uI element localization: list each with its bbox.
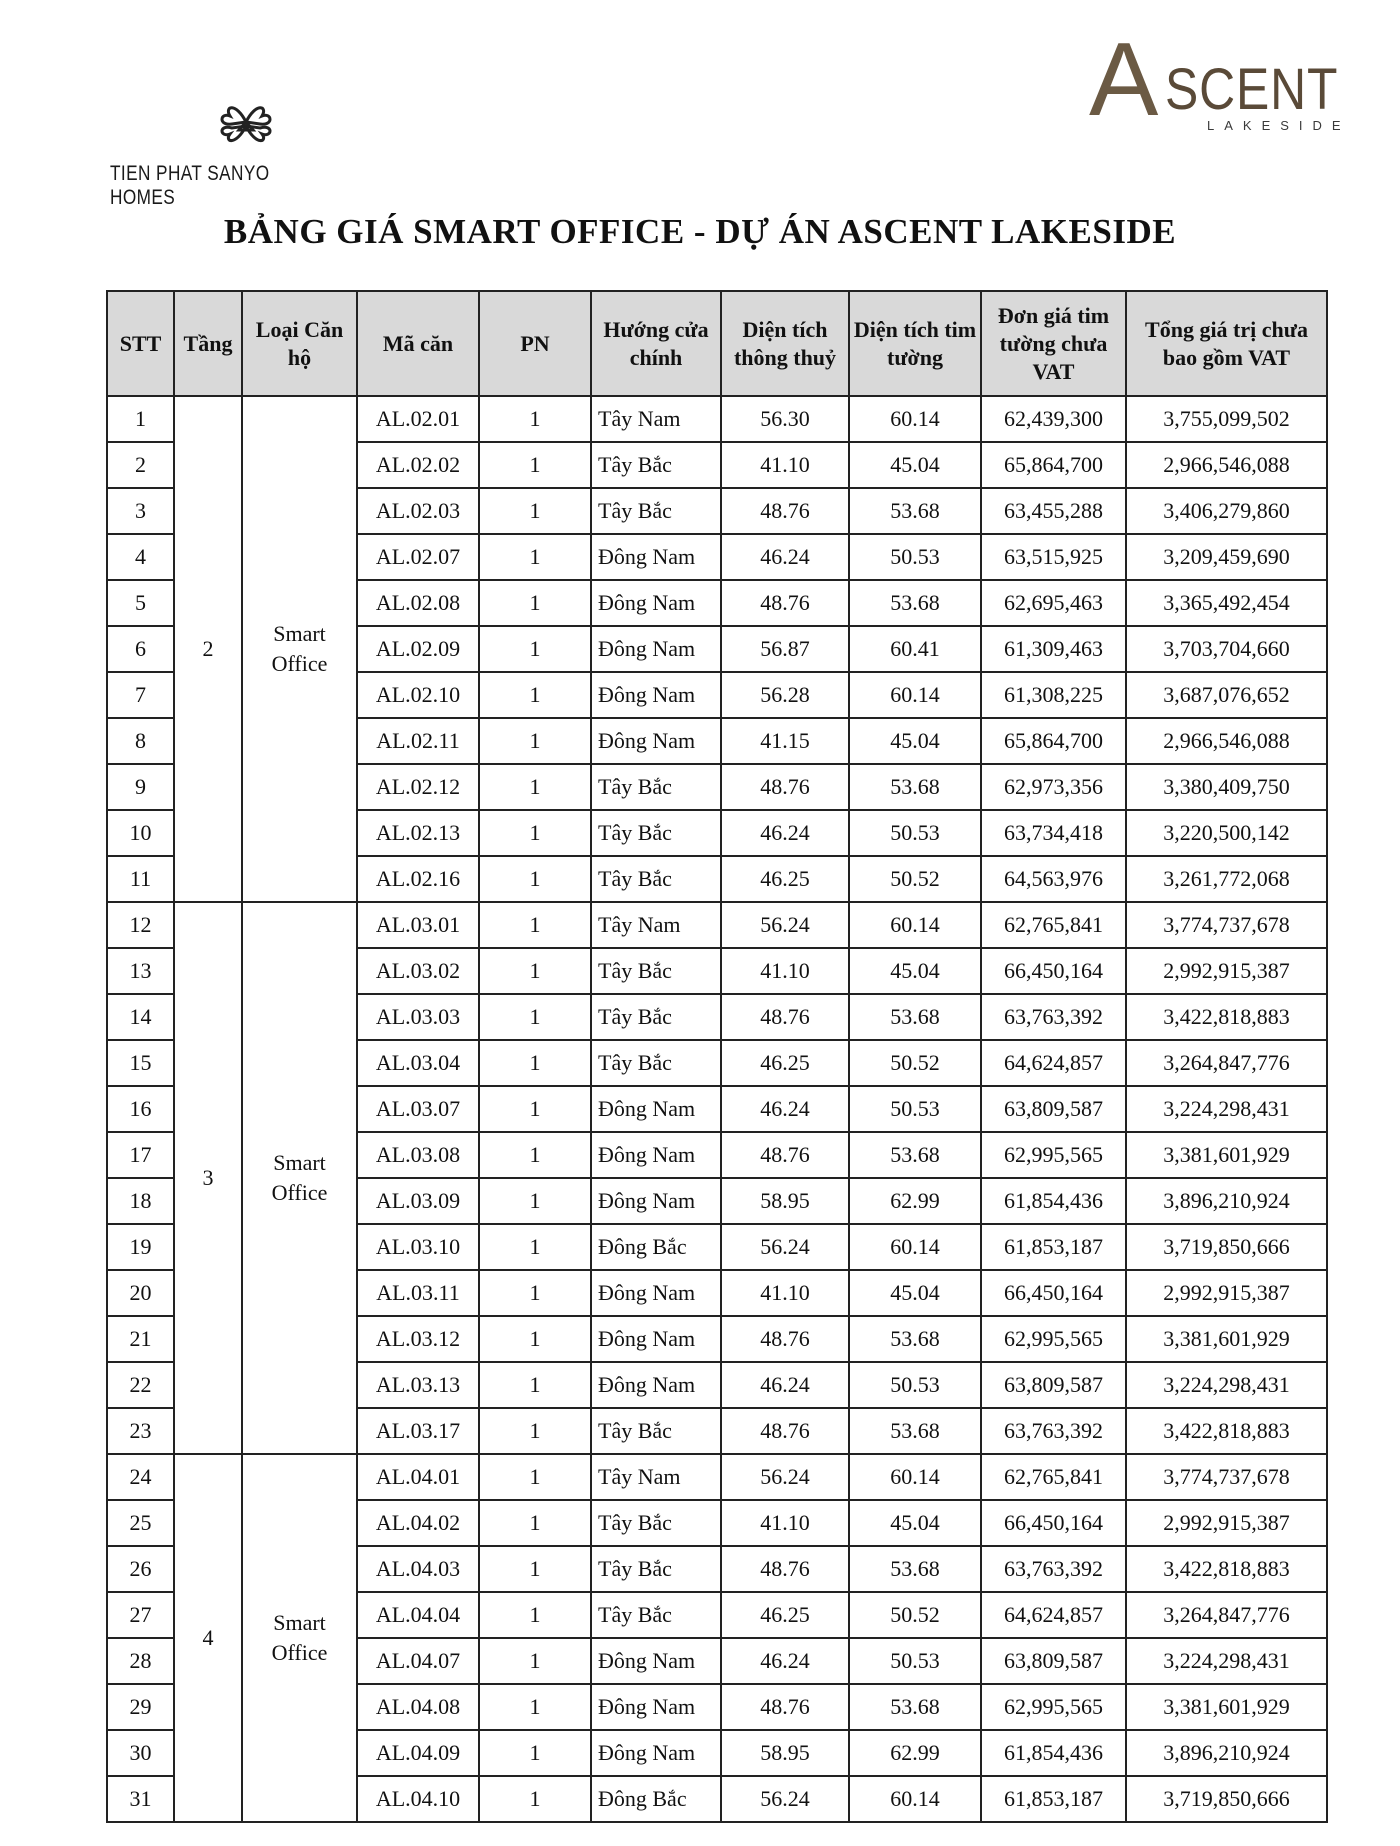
cell-stt: 24: [107, 1454, 174, 1500]
clover-logo-icon: [206, 92, 286, 158]
cell-gross-area: 45.04: [849, 1270, 981, 1316]
cell-stt: 1: [107, 396, 174, 442]
cell-gross-area: 60.14: [849, 672, 981, 718]
cell-bedrooms: 1: [479, 810, 591, 856]
cell-direction: Đông Bắc: [591, 1776, 721, 1822]
cell-direction: Đông Nam: [591, 1132, 721, 1178]
cell-direction: Tây Bắc: [591, 1592, 721, 1638]
cell-unit-code: AL.02.11: [357, 718, 479, 764]
cell-net-area: 41.10: [721, 948, 849, 994]
cell-net-area: 56.24: [721, 1224, 849, 1270]
cell-direction: Đông Nam: [591, 1086, 721, 1132]
cell-bedrooms: 1: [479, 672, 591, 718]
cell-bedrooms: 1: [479, 1362, 591, 1408]
cell-total-price: 2,992,915,387: [1126, 1500, 1327, 1546]
cell-unit-price: 63,515,925: [981, 534, 1126, 580]
cell-stt: 26: [107, 1546, 174, 1592]
cell-net-area: 41.10: [721, 1270, 849, 1316]
cell-net-area: 48.76: [721, 1684, 849, 1730]
cell-total-price: 3,380,409,750: [1126, 764, 1327, 810]
cell-stt: 7: [107, 672, 174, 718]
cell-total-price: 3,406,279,860: [1126, 488, 1327, 534]
cell-gross-area: 45.04: [849, 442, 981, 488]
cell-stt: 6: [107, 626, 174, 672]
cell-unit-price: 62,439,300: [981, 396, 1126, 442]
cell-bedrooms: 1: [479, 1132, 591, 1178]
cell-stt: 27: [107, 1592, 174, 1638]
column-header: Đơn giá tim tường chưa VAT: [981, 291, 1126, 396]
cell-unit-code: AL.04.01: [357, 1454, 479, 1500]
cell-direction: Tây Bắc: [591, 442, 721, 488]
cell-unit-price: 64,563,976: [981, 856, 1126, 902]
cell-gross-area: 45.04: [849, 718, 981, 764]
cell-direction: Tây Bắc: [591, 948, 721, 994]
cell-net-area: 58.95: [721, 1730, 849, 1776]
cell-gross-area: 50.52: [849, 1592, 981, 1638]
cell-gross-area: 45.04: [849, 948, 981, 994]
price-table: [106, 290, 1328, 1823]
cell-total-price: 2,992,915,387: [1126, 948, 1327, 994]
column-header: STT: [107, 291, 174, 396]
cell-stt: 25: [107, 1500, 174, 1546]
cell-total-price: 3,422,818,883: [1126, 1546, 1327, 1592]
cell-gross-area: 60.14: [849, 1224, 981, 1270]
cell-direction: Tây Bắc: [591, 488, 721, 534]
cell-total-price: 3,209,459,690: [1126, 534, 1327, 580]
cell-unit-code: AL.04.08: [357, 1684, 479, 1730]
cell-stt: 12: [107, 902, 174, 948]
cell-direction: Đông Nam: [591, 1316, 721, 1362]
cell-net-area: 48.76: [721, 1316, 849, 1362]
cell-unit-code: AL.03.07: [357, 1086, 479, 1132]
cell-direction: Đông Nam: [591, 1270, 721, 1316]
cell-unit-code: AL.02.03: [357, 488, 479, 534]
table-row: [107, 396, 1327, 442]
cell-bedrooms: 1: [479, 1730, 591, 1776]
ascent-logo-subtitle: LAKESIDE: [1207, 118, 1351, 133]
cell-direction: Tây Bắc: [591, 764, 721, 810]
cell-direction: Đông Bắc: [591, 1224, 721, 1270]
cell-bedrooms: 1: [479, 534, 591, 580]
cell-unit-price: 64,624,857: [981, 1592, 1126, 1638]
cell-net-area: 46.24: [721, 810, 849, 856]
cell-total-price: 3,755,099,502: [1126, 396, 1327, 442]
cell-stt: 13: [107, 948, 174, 994]
cell-bedrooms: 1: [479, 1776, 591, 1822]
cell-total-price: 3,224,298,431: [1126, 1362, 1327, 1408]
column-header: Hướng cửa chính: [591, 291, 721, 396]
cell-bedrooms: 1: [479, 1316, 591, 1362]
cell-unit-price: 63,455,288: [981, 488, 1126, 534]
cell-gross-area: 45.04: [849, 1500, 981, 1546]
cell-gross-area: 53.68: [849, 764, 981, 810]
cell-stt: 2: [107, 442, 174, 488]
cell-unit-price: 61,309,463: [981, 626, 1126, 672]
cell-net-area: 41.15: [721, 718, 849, 764]
cell-bedrooms: 1: [479, 1592, 591, 1638]
column-header: Tầng: [174, 291, 242, 396]
cell-total-price: 3,224,298,431: [1126, 1638, 1327, 1684]
cell-stt: 16: [107, 1086, 174, 1132]
cell-unit-price: 61,854,436: [981, 1178, 1126, 1224]
cell-gross-area: 50.53: [849, 810, 981, 856]
cell-net-area: 48.76: [721, 488, 849, 534]
cell-bedrooms: 1: [479, 1408, 591, 1454]
cell-unit-price: 61,308,225: [981, 672, 1126, 718]
cell-net-area: 56.24: [721, 902, 849, 948]
cell-unit-price: 66,450,164: [981, 1270, 1126, 1316]
cell-floor: 4: [174, 1454, 242, 1822]
cell-bedrooms: 1: [479, 1454, 591, 1500]
cell-direction: Đông Nam: [591, 626, 721, 672]
cell-total-price: 3,774,737,678: [1126, 902, 1327, 948]
cell-bedrooms: 1: [479, 626, 591, 672]
cell-unit-code: AL.02.07: [357, 534, 479, 580]
cell-gross-area: 53.68: [849, 1132, 981, 1178]
cell-stt: 29: [107, 1684, 174, 1730]
cell-gross-area: 53.68: [849, 1316, 981, 1362]
cell-unit-type: Smart Office: [242, 1454, 357, 1822]
cell-net-area: 48.76: [721, 1546, 849, 1592]
cell-stt: 19: [107, 1224, 174, 1270]
cell-stt: 17: [107, 1132, 174, 1178]
cell-unit-code: AL.02.09: [357, 626, 479, 672]
cell-net-area: 56.24: [721, 1454, 849, 1500]
cell-bedrooms: 1: [479, 442, 591, 488]
tien-phat-brand-text: TIEN PHAT SANYO HOMES: [110, 162, 270, 209]
cell-gross-area: 53.68: [849, 1684, 981, 1730]
cell-floor: 2: [174, 396, 242, 902]
cell-bedrooms: 1: [479, 1040, 591, 1086]
column-header: Loại Căn hộ: [242, 291, 357, 396]
cell-unit-code: AL.04.10: [357, 1776, 479, 1822]
cell-gross-area: 50.52: [849, 1040, 981, 1086]
cell-unit-code: AL.02.16: [357, 856, 479, 902]
cell-bedrooms: 1: [479, 1178, 591, 1224]
table-row: [107, 1454, 1327, 1500]
cell-stt: 15: [107, 1040, 174, 1086]
cell-total-price: 2,992,915,387: [1126, 1270, 1327, 1316]
cell-unit-price: 62,973,356: [981, 764, 1126, 810]
cell-unit-code: AL.03.03: [357, 994, 479, 1040]
cell-unit-price: 63,763,392: [981, 1546, 1126, 1592]
cell-unit-code: AL.04.09: [357, 1730, 479, 1776]
cell-total-price: 3,264,847,776: [1126, 1592, 1327, 1638]
cell-total-price: 3,422,818,883: [1126, 1408, 1327, 1454]
cell-unit-code: AL.03.13: [357, 1362, 479, 1408]
cell-bedrooms: 1: [479, 1224, 591, 1270]
table-header-row: [107, 291, 1327, 396]
cell-unit-price: 64,624,857: [981, 1040, 1126, 1086]
cell-net-area: 46.24: [721, 1362, 849, 1408]
column-header: Mã căn: [357, 291, 479, 396]
cell-unit-code: AL.04.07: [357, 1638, 479, 1684]
cell-gross-area: 62.99: [849, 1730, 981, 1776]
cell-net-area: 48.76: [721, 1408, 849, 1454]
cell-total-price: 3,422,818,883: [1126, 994, 1327, 1040]
cell-unit-price: 63,763,392: [981, 1408, 1126, 1454]
cell-direction: Tây Bắc: [591, 1546, 721, 1592]
cell-stt: 31: [107, 1776, 174, 1822]
cell-stt: 20: [107, 1270, 174, 1316]
cell-bedrooms: 1: [479, 1684, 591, 1730]
column-header: PN: [479, 291, 591, 396]
cell-direction: Đông Nam: [591, 672, 721, 718]
cell-direction: Đông Nam: [591, 718, 721, 764]
cell-gross-area: 50.53: [849, 1362, 981, 1408]
cell-unit-price: 63,734,418: [981, 810, 1126, 856]
column-header: Diện tích thông thuỷ: [721, 291, 849, 396]
cell-gross-area: 53.68: [849, 1408, 981, 1454]
page-title: BẢNG GIÁ SMART OFFICE - DỰ ÁN ASCENT LAKESIDE: [223, 212, 1177, 251]
cell-unit-code: AL.03.01: [357, 902, 479, 948]
cell-bedrooms: 1: [479, 1638, 591, 1684]
cell-bedrooms: 1: [479, 1270, 591, 1316]
cell-net-area: 46.25: [721, 1592, 849, 1638]
cell-net-area: 46.25: [721, 856, 849, 902]
cell-total-price: 3,261,772,068: [1126, 856, 1327, 902]
cell-gross-area: 50.53: [849, 534, 981, 580]
cell-unit-price: 62,995,565: [981, 1684, 1126, 1730]
cell-gross-area: 50.53: [849, 1638, 981, 1684]
cell-bedrooms: 1: [479, 488, 591, 534]
cell-total-price: 3,687,076,652: [1126, 672, 1327, 718]
cell-unit-code: AL.03.10: [357, 1224, 479, 1270]
cell-total-price: 3,896,210,924: [1126, 1178, 1327, 1224]
cell-unit-price: 61,853,187: [981, 1224, 1126, 1270]
cell-total-price: 2,966,546,088: [1126, 718, 1327, 764]
cell-unit-code: AL.02.08: [357, 580, 479, 626]
cell-stt: 5: [107, 580, 174, 626]
cell-gross-area: 53.68: [849, 580, 981, 626]
cell-unit-code: AL.04.04: [357, 1592, 479, 1638]
cell-net-area: 48.76: [721, 764, 849, 810]
cell-stt: 14: [107, 994, 174, 1040]
cell-direction: Đông Nam: [591, 1730, 721, 1776]
cell-stt: 23: [107, 1408, 174, 1454]
cell-unit-code: AL.03.02: [357, 948, 479, 994]
cell-unit-code: AL.02.01: [357, 396, 479, 442]
cell-unit-code: AL.04.03: [357, 1546, 479, 1592]
cell-unit-code: AL.02.02: [357, 442, 479, 488]
cell-total-price: 3,220,500,142: [1126, 810, 1327, 856]
cell-net-area: 46.24: [721, 534, 849, 580]
cell-stt: 21: [107, 1316, 174, 1362]
cell-stt: 22: [107, 1362, 174, 1408]
cell-bedrooms: 1: [479, 902, 591, 948]
cell-total-price: 3,381,601,929: [1126, 1316, 1327, 1362]
cell-unit-code: AL.03.04: [357, 1040, 479, 1086]
cell-total-price: 3,896,210,924: [1126, 1730, 1327, 1776]
cell-stt: 11: [107, 856, 174, 902]
cell-gross-area: 50.53: [849, 1086, 981, 1132]
cell-unit-code: AL.04.02: [357, 1500, 479, 1546]
cell-unit-price: 63,809,587: [981, 1638, 1126, 1684]
cell-unit-price: 62,765,841: [981, 902, 1126, 948]
cell-direction: Đông Nam: [591, 580, 721, 626]
cell-unit-price: 62,995,565: [981, 1132, 1126, 1178]
cell-bedrooms: 1: [479, 948, 591, 994]
cell-direction: Tây Nam: [591, 1454, 721, 1500]
cell-total-price: 3,264,847,776: [1126, 1040, 1327, 1086]
column-header: Diện tích tim tường: [849, 291, 981, 396]
cell-total-price: 2,966,546,088: [1126, 442, 1327, 488]
cell-unit-price: 65,864,700: [981, 718, 1126, 764]
cell-floor: 3: [174, 902, 242, 1454]
cell-stt: 30: [107, 1730, 174, 1776]
cell-gross-area: 53.68: [849, 994, 981, 1040]
cell-net-area: 56.24: [721, 1776, 849, 1822]
cell-stt: 9: [107, 764, 174, 810]
cell-unit-price: 63,763,392: [981, 994, 1126, 1040]
cell-direction: Đông Nam: [591, 1684, 721, 1730]
cell-unit-code: AL.02.10: [357, 672, 479, 718]
cell-gross-area: 60.14: [849, 396, 981, 442]
cell-net-area: 56.30: [721, 396, 849, 442]
cell-unit-price: 66,450,164: [981, 1500, 1126, 1546]
cell-net-area: 41.10: [721, 442, 849, 488]
cell-direction: Đông Nam: [591, 1638, 721, 1684]
cell-direction: Tây Nam: [591, 902, 721, 948]
cell-total-price: 3,719,850,666: [1126, 1224, 1327, 1270]
cell-net-area: 46.24: [721, 1638, 849, 1684]
cell-net-area: 56.87: [721, 626, 849, 672]
cell-gross-area: 60.14: [849, 902, 981, 948]
cell-net-area: 46.24: [721, 1086, 849, 1132]
cell-total-price: 3,774,737,678: [1126, 1454, 1327, 1500]
cell-unit-code: AL.02.13: [357, 810, 479, 856]
cell-bedrooms: 1: [479, 1500, 591, 1546]
cell-unit-price: 62,995,565: [981, 1316, 1126, 1362]
cell-total-price: 3,719,850,666: [1126, 1776, 1327, 1822]
cell-unit-price: 66,450,164: [981, 948, 1126, 994]
cell-stt: 8: [107, 718, 174, 764]
cell-total-price: 3,703,704,660: [1126, 626, 1327, 672]
cell-unit-price: 62,695,463: [981, 580, 1126, 626]
cell-direction: Tây Nam: [591, 396, 721, 442]
cell-bedrooms: 1: [479, 1546, 591, 1592]
table-row: [107, 902, 1327, 948]
cell-stt: 18: [107, 1178, 174, 1224]
cell-unit-price: 63,809,587: [981, 1086, 1126, 1132]
cell-direction: Đông Nam: [591, 1362, 721, 1408]
cell-net-area: 48.76: [721, 994, 849, 1040]
cell-net-area: 58.95: [721, 1178, 849, 1224]
cell-unit-code: AL.03.12: [357, 1316, 479, 1362]
cell-stt: 3: [107, 488, 174, 534]
cell-gross-area: 60.41: [849, 626, 981, 672]
cell-unit-code: AL.03.11: [357, 1270, 479, 1316]
table-body: [107, 396, 1327, 1822]
cell-total-price: 3,381,601,929: [1126, 1684, 1327, 1730]
cell-bedrooms: 1: [479, 994, 591, 1040]
cell-net-area: 46.25: [721, 1040, 849, 1086]
cell-unit-code: AL.03.09: [357, 1178, 479, 1224]
cell-bedrooms: 1: [479, 764, 591, 810]
cell-net-area: 48.76: [721, 580, 849, 626]
cell-bedrooms: 1: [479, 1086, 591, 1132]
cell-stt: 28: [107, 1638, 174, 1684]
cell-unit-type: Smart Office: [242, 396, 357, 902]
cell-bedrooms: 1: [479, 396, 591, 442]
cell-total-price: 3,381,601,929: [1126, 1132, 1327, 1178]
cell-direction: Tây Bắc: [591, 810, 721, 856]
cell-net-area: 41.10: [721, 1500, 849, 1546]
cell-gross-area: 53.68: [849, 1546, 981, 1592]
cell-gross-area: 62.99: [849, 1178, 981, 1224]
cell-unit-price: 61,853,187: [981, 1776, 1126, 1822]
cell-bedrooms: 1: [479, 856, 591, 902]
cell-total-price: 3,365,492,454: [1126, 580, 1327, 626]
cell-direction: Đông Nam: [591, 1178, 721, 1224]
ascent-lakeside-logo: [1085, 22, 1365, 140]
cell-direction: Tây Bắc: [591, 1408, 721, 1454]
cell-direction: Tây Bắc: [591, 1500, 721, 1546]
cell-gross-area: 60.14: [849, 1776, 981, 1822]
cell-unit-price: 63,809,587: [981, 1362, 1126, 1408]
cell-bedrooms: 1: [479, 580, 591, 626]
ascent-logo-letter: A: [1089, 22, 1159, 138]
cell-unit-code: AL.02.12: [357, 764, 479, 810]
cell-direction: Tây Bắc: [591, 856, 721, 902]
cell-unit-price: 62,765,841: [981, 1454, 1126, 1500]
cell-unit-price: 65,864,700: [981, 442, 1126, 488]
cell-direction: Đông Nam: [591, 534, 721, 580]
cell-gross-area: 50.52: [849, 856, 981, 902]
cell-direction: Tây Bắc: [591, 1040, 721, 1086]
cell-unit-code: AL.03.17: [357, 1408, 479, 1454]
column-header: Tổng giá trị chưa bao gồm VAT: [1126, 291, 1327, 396]
cell-direction: Tây Bắc: [591, 994, 721, 1040]
cell-unit-code: AL.03.08: [357, 1132, 479, 1178]
cell-gross-area: 53.68: [849, 488, 981, 534]
tien-phat-logo: [110, 92, 360, 210]
cell-unit-price: 61,854,436: [981, 1730, 1126, 1776]
cell-gross-area: 60.14: [849, 1454, 981, 1500]
cell-unit-type: Smart Office: [242, 902, 357, 1454]
ascent-logo-word: SCENT: [1165, 57, 1339, 122]
cell-stt: 4: [107, 534, 174, 580]
cell-net-area: 48.76: [721, 1132, 849, 1178]
cell-bedrooms: 1: [479, 718, 591, 764]
cell-total-price: 3,224,298,431: [1126, 1086, 1327, 1132]
cell-net-area: 56.28: [721, 672, 849, 718]
cell-stt: 10: [107, 810, 174, 856]
